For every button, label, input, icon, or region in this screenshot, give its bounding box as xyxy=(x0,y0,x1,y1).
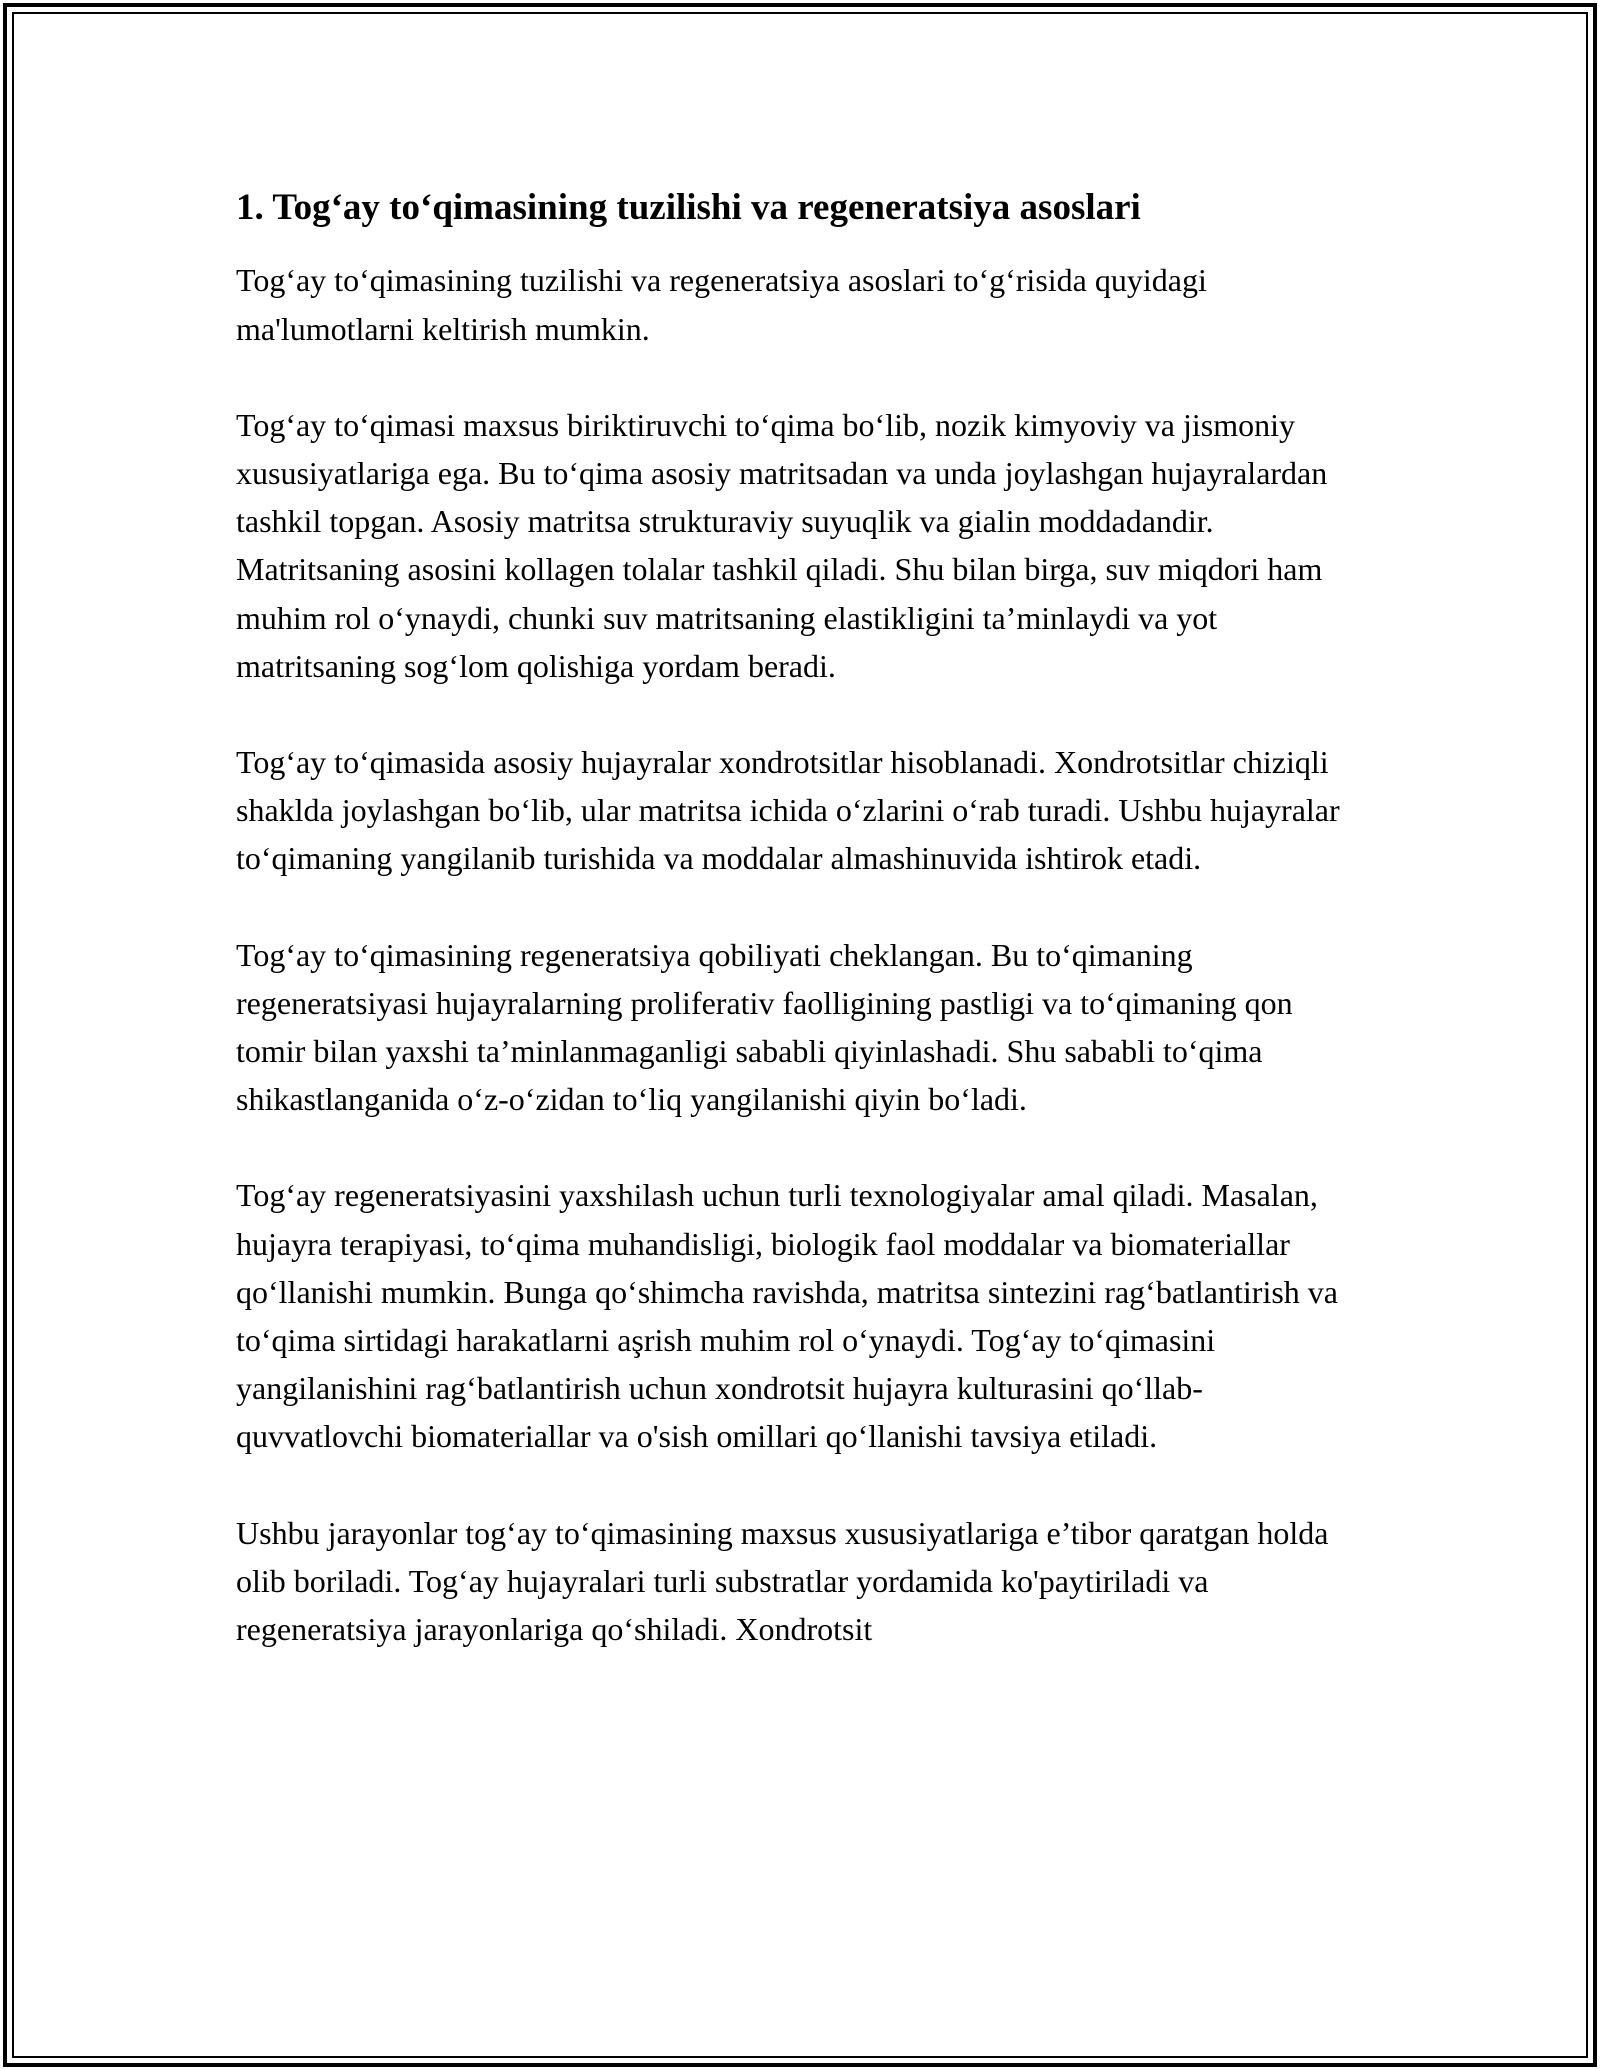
paragraph-chondrocytes: Tog‘ay to‘qimasida asosiy hujayralar xondrotsitlar hisoblanadi. Xondrotsitlar chiziqli shaklda joylashgan bo‘lib, ular matritsa ichida o‘zlarini o‘rab turadi. Ushbu hujayralar to‘qimaning yangilanib turishida va moddalar almashinuvida ishtirok etadi. xyxy=(236,744,1340,877)
section-heading: 1. Tog‘ay to‘qimasining tuzilishi va regeneratsiya asoslari xyxy=(236,187,1141,228)
paragraph-intro: Tog‘ay to‘qimasining tuzilishi va regeneratsiya asoslari to‘g‘risida quyidagi ma'lumotlarni keltirish mumkin. xyxy=(236,262,1207,347)
paragraph-structure: Tog‘ay to‘qimasi maxsus biriktiruvchi to‘qima bo‘lib, nozik kimyoviy va jismoniy xususiyatlariga ega. Bu to‘qima asosiy matritsadan va unda joylashgan hujayralardan tashkil topgan. Asosiy matritsa strukturaviy suyuqlik va gialin moddadandir. Matritsaning asosini kollagen tolalar tashkil qiladi. Shu bilan birga, suv miqdori ham muhim rol o‘ynaydi, chunki suv matritsaning elastikligini ta’minlaydi va yot matritsaning sog‘lom qolishiga yordam beradi. xyxy=(236,406,1328,684)
paragraph-processes: Ushbu jarayonlar tog‘ay to‘qimasining maxsus xususiyatlariga e’tibor qaratgan holda olib boriladi. Tog‘ay hujayralari turli substratlar yordamida ko'paytiriladi va regeneratsiya jarayonlariga qo‘shiladi. Xondrotsit xyxy=(236,1514,1329,1648)
paragraph-technologies: Tog‘ay regeneratsiyasini yaxshilash uchun turli texnologiyalar amal qiladi. Masalan, hujayra terapiyasi, to‘qima muhandisligi, biologik faol moddalar va biomateriallar qo‘llanishi mumkin. Bunga qo‘shimcha ravishda, matritsa sintezini rag‘batlantirish va to‘qima sirtidagi harakatlarni aşrish muhim rol o‘ynaydi. Tog‘ay to‘qimasini yangilanishini rag‘batlantirish uchun xondrotsit hujayra kulturasini qo‘llab-quvvatlovchi biomateriallar va o'sish omillari qo‘llanishi tavsiya etiladi. xyxy=(236,1177,1338,1455)
document-body xyxy=(236,186,1366,1701)
paragraph-regeneration-limits: Tog‘ay to‘qimasining regeneratsiya qobiliyati cheklangan. Bu to‘qimaning regeneratsiyasi hujayralarning proliferativ faolligining pastligi va to‘qimaning qon tomir bilan yaxshi ta’minlanmaganligi sababli qiyinlashadi. Shu sababli to‘qima shikastlanganida o‘z-o‘zidan to‘liq yangilanishi qiyin bo‘ladi. xyxy=(236,936,1293,1118)
